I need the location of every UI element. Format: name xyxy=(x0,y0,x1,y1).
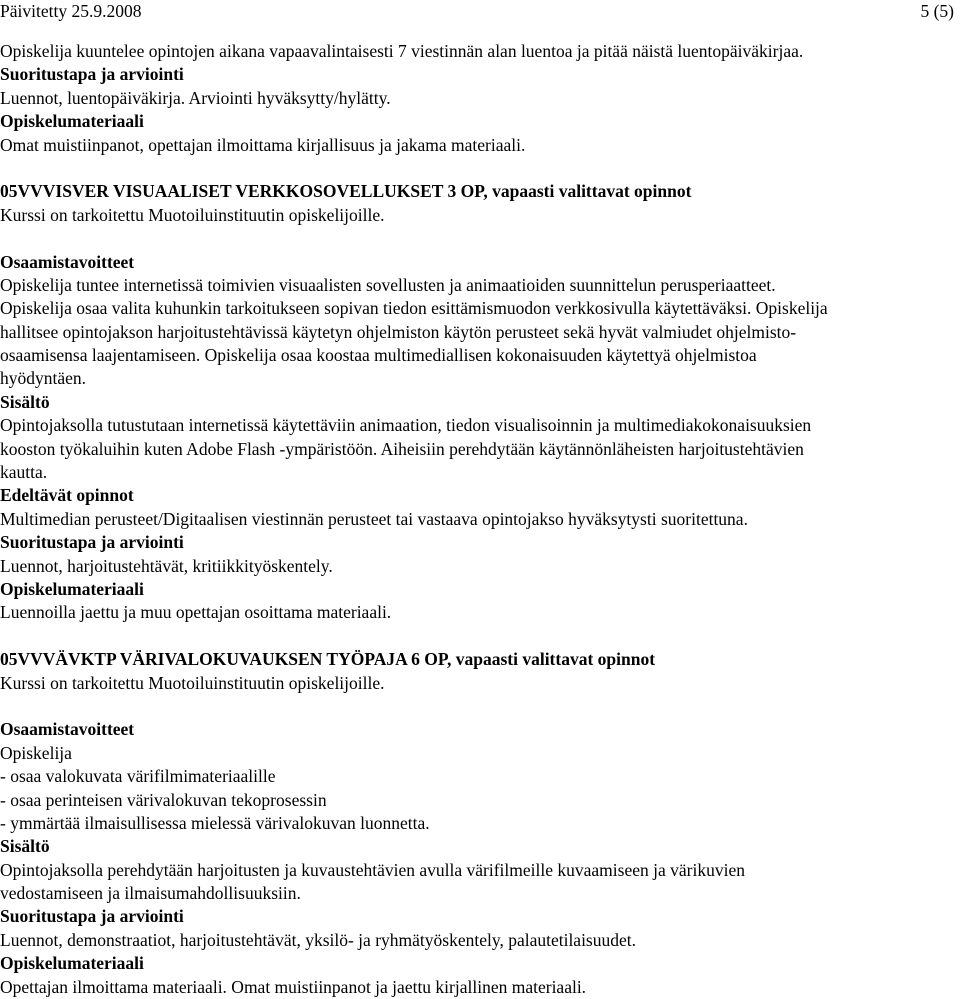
course-audience: Kurssi on tarkoitettu Muotoiluinstituutin opiskelijoille. xyxy=(0,204,385,225)
goals-line: osaamisensa laajentamiseen. Opiskelija osaa koostaa multimediallisen kokonaisuuden käytettyä ohjelmistoa xyxy=(0,345,757,366)
material-text: Opettajan ilmoittama materiaali. Omat muistiinpanot ja jaettu kirjallinen materiaali. xyxy=(0,976,587,997)
method-text: Luennot, harjoitustehtävät, kritiikkityöskentely. xyxy=(0,555,333,576)
content-heading: Sisältö xyxy=(0,391,50,412)
method-heading: Suoritustapa ja arviointi xyxy=(0,532,184,553)
updated-date: Päivitetty 25.9.2008 xyxy=(0,1,142,21)
spacer xyxy=(0,227,958,250)
intro-section xyxy=(0,40,958,157)
course-title: 05VVVISVER VISUAALISET VERKKOSOVELLUKSET 3 OP, vapaasti valittavat opinnot xyxy=(0,181,692,202)
course-title: 05VVVÄVKTP VÄRIVALOKUVAUKSEN TYÖPAJA 6 OP, vapaasti valittavat opinnot xyxy=(0,649,656,670)
document-body xyxy=(0,40,958,999)
goals-heading: Osaamistavoitteet xyxy=(0,719,135,740)
spacer xyxy=(0,695,958,718)
prereq-text: Multimedian perusteet/Digitaalisen viestinnän perusteet tai vastaava opintojakso hyväksytysti suoritettuna. xyxy=(0,508,748,529)
spacer xyxy=(0,157,958,180)
goals-line: - osaa valokuvata värifilmimateriaalille xyxy=(0,766,276,787)
goals-line: hallitsee opintojakson harjoitustehtävissä käytetyn ohjelmiston käytön perusteet sekä hyvät valmiudet ohjelmisto- xyxy=(0,321,797,342)
course-section-visuaaliset xyxy=(0,180,958,624)
prereq-heading: Edeltävät opinnot xyxy=(0,485,134,506)
goals-line: - ymmärtää ilmaisullisessa mielessä värivalokuvan luonnetta. xyxy=(0,812,430,833)
method-heading: Suoritustapa ja arviointi xyxy=(0,906,184,927)
content-line: Opintojaksolla perehdytään harjoitusten ja kuvaustehtävien avulla värifilmeille kuvaamiseen ja värikuvien xyxy=(0,859,745,880)
goals-line: hyödyntäen. xyxy=(0,368,87,389)
content-line: vedostamiseen ja ilmaisumahdollisuuksiin. xyxy=(0,883,301,904)
goals-line: Opiskelija xyxy=(0,742,72,763)
material-heading: Opiskelumateriaali xyxy=(0,953,144,974)
method-text: Luennot, demonstraatiot, harjoitustehtävät, yksilö- ja ryhmätyöskentely, palautetilaisuudet. xyxy=(0,929,636,950)
content-line: Opintojaksolla tutustutaan internetissä käytettäviin animaation, tiedon visualisoinnin ja multimediakokonaisuuksien xyxy=(0,415,812,436)
content-line: kautta. xyxy=(0,462,48,483)
page-number: 5 (5) xyxy=(920,1,954,21)
goals-line: Opiskelija tuntee internetissä toimivien visuaalisten sovellusten ja animaatioiden suunnittelun perusperiaatteet. xyxy=(0,274,776,295)
goals-line: - osaa perinteisen värivalokuvan tekoprosessin xyxy=(0,789,327,810)
spacer xyxy=(0,625,958,648)
intro-method-text: Luennot, luentopäiväkirja. Arviointi hyväksytty/hylätty. xyxy=(0,87,391,108)
intro-paragraph: Opiskelija kuuntelee opintojen aikana vapaavalintaisesti 7 viestinnän alan luentoa ja pitää näistä luentopäiväkirjaa. xyxy=(0,41,804,61)
content-line: kooston työkaluihin kuten Adobe Flash -ympäristöön. Aiheisiin perehdytään käytännönläheisten harjoitustehtävien xyxy=(0,438,804,459)
goals-heading: Osaamistavoitteet xyxy=(0,251,135,272)
intro-material-heading: Opiskelumateriaali xyxy=(0,111,144,132)
material-heading: Opiskelumateriaali xyxy=(0,578,144,599)
goals-line: Opiskelija osaa valita kuhunkin tarkoitukseen sopivan tiedon esittämismuodon verkkosivulla käytettäväksi. Opiskelija xyxy=(0,298,828,319)
course-audience: Kurssi on tarkoitettu Muotoiluinstituutin opiskelijoille. xyxy=(0,672,385,693)
intro-material-text: Omat muistiinpanot, opettajan ilmoittama kirjallisuus ja jakama materiaali. xyxy=(0,134,526,155)
page-header xyxy=(0,0,960,24)
content-heading: Sisältö xyxy=(0,836,50,857)
intro-method-heading: Suoritustapa ja arviointi xyxy=(0,64,184,85)
material-text: Luennoilla jaettu ja muu opettajan osoittama materiaali. xyxy=(0,602,392,623)
course-section-varivalokuvaus xyxy=(0,648,958,999)
